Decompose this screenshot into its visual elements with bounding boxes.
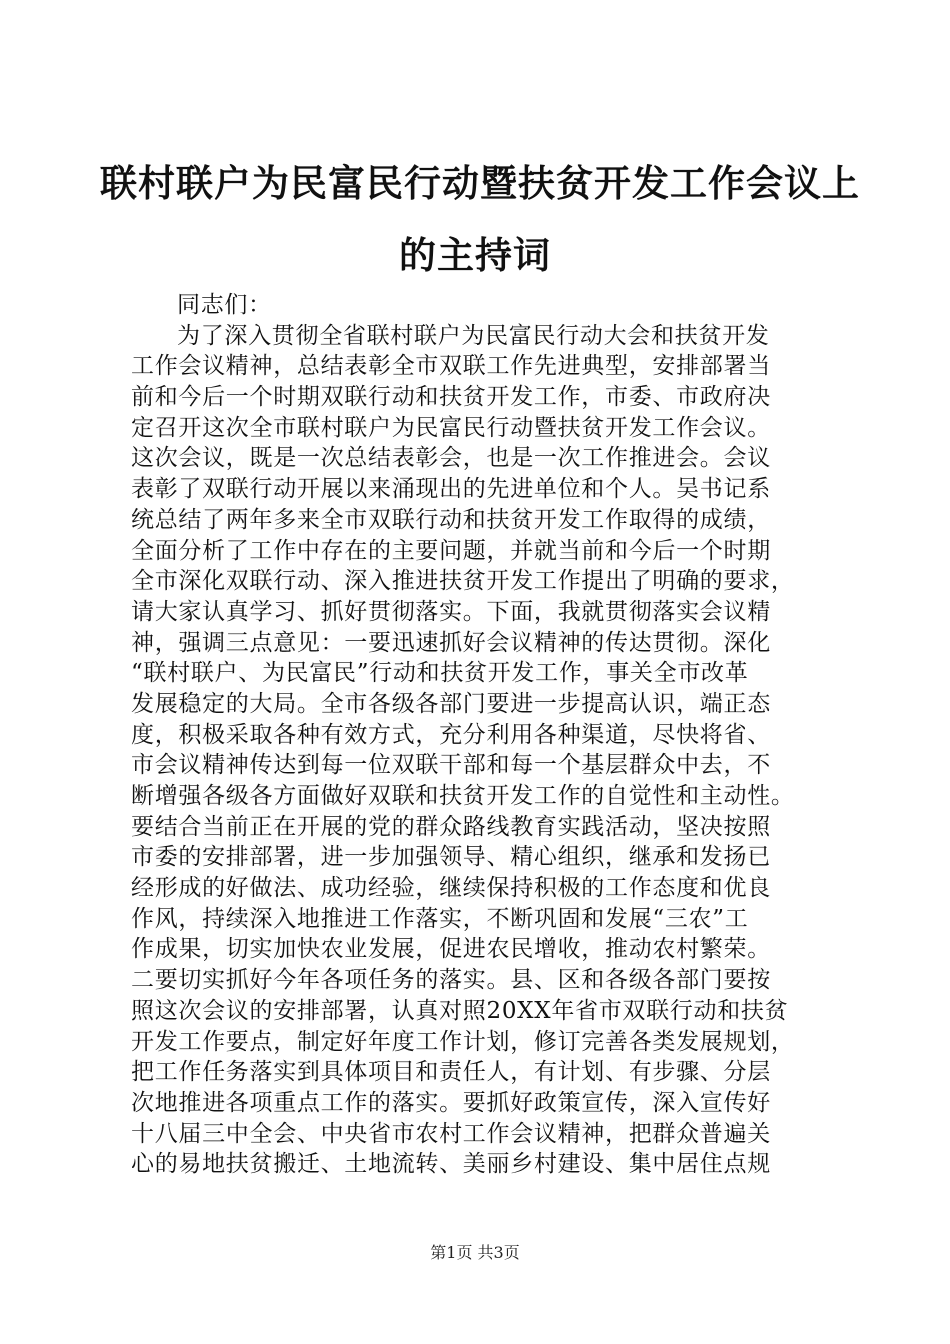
body-line: 二要切实抓好今年各项任务的落实。县、区和各级各部门要按 — [131, 967, 771, 994]
body-line: 把工作任务落实到具体项目和责任人，有计划、有步骤、分层 — [131, 1059, 771, 1086]
body-line: 工作会议精神，总结表彰全市双联工作先进典型，安排部署当 — [131, 353, 771, 380]
document-body — [131, 290, 851, 1180]
body-line: 前和今后一个时期双联行动和扶贫开发工作，市委、市政府决 — [131, 384, 771, 411]
body-line: 市委的安排部署，进一步加强领导、精心组织，继承和发扬已 — [131, 844, 771, 871]
title-line-2: 的主持词 — [399, 234, 551, 277]
body-line: 请大家认真学习、抓好贯彻落实。下面，我就贯彻落实会议精 — [131, 598, 771, 625]
body-line: 统总结了两年多来全市双联行动和扶贫开发工作取得的成绩， — [131, 506, 771, 533]
body-line: 要结合当前正在开展的党的群众路线教育实践活动，坚决按照 — [131, 813, 771, 840]
body-line: 定召开这次全市联村联户为民富民行动暨扶贫开发工作会议。 — [131, 414, 771, 441]
body-line: 断增强各级各方面做好双联和扶贫开发工作的自觉性和主动性。 — [131, 783, 795, 809]
body-line: 作成果，切实加快农业发展，促进农民增收，推动农村繁荣。 — [131, 936, 771, 963]
body-line: 这次会议，既是一次总结表彰会，也是一次工作推进会。会议 — [131, 445, 771, 472]
body-line: 全面分析了工作中存在的主要问题，并就当前和今后一个时期 — [131, 537, 771, 564]
page-footer: 第1页 共3页 — [430, 1243, 520, 1262]
body-line: 次地推进各项重点工作的落实。要抓好政策宣传，深入宣传好 — [131, 1089, 771, 1116]
body-line: “联村联户、为民富民”行动和扶贫开发工作，事关全市改革 — [131, 660, 749, 687]
body-line: 发展稳定的大局。全市各级各部门要进一步提高认识，端正态 — [131, 690, 771, 717]
body-line: 为了深入贯彻全省联村联户为民富民行动大会和扶贫开发 — [177, 322, 770, 349]
title-line-1: 联村联户为民富民行动暨扶贫开发工作会议上 — [100, 162, 860, 205]
body-line: 度，积极采取各种有效方式，充分利用各种渠道，尽快将省、 — [131, 721, 771, 748]
body-line: 市会议精神传达到每一位双联干部和每一个基层群众中去，不 — [131, 752, 771, 779]
body-line: 开发工作要点，制定好年度工作计划，修订完善各类发展规划， — [131, 1028, 795, 1055]
body-line: 心的易地扶贫搬迁、土地流转、美丽乡村建设、集中居住点规 — [131, 1151, 771, 1178]
salutation: 同志们： — [177, 292, 272, 318]
body-line: 全市深化双联行动、深入推进扶贫开发工作提出了明确的要求， — [131, 568, 795, 595]
body-line: 作风，持续深入地推进工作落实，不断巩固和发展“三农”工 — [131, 905, 749, 932]
body-line: 经形成的好做法、成功经验，继续保持积极的工作态度和优良 — [131, 875, 771, 902]
body-line: 表彰了双联行动开展以来涌现出的先进单位和个人。吴书记系 — [131, 476, 771, 503]
body-line: 十八届三中全会、中央省市农村工作会议精神，把群众普遍关 — [131, 1120, 771, 1147]
body-line: 照这次会议的安排部署，认真对照20XX年省市双联行动和扶贫 — [131, 997, 789, 1024]
document-title — [100, 148, 860, 292]
body-line: 神，强调三点意见：一要迅速抓好会议精神的传达贯彻。深化 — [131, 629, 771, 656]
